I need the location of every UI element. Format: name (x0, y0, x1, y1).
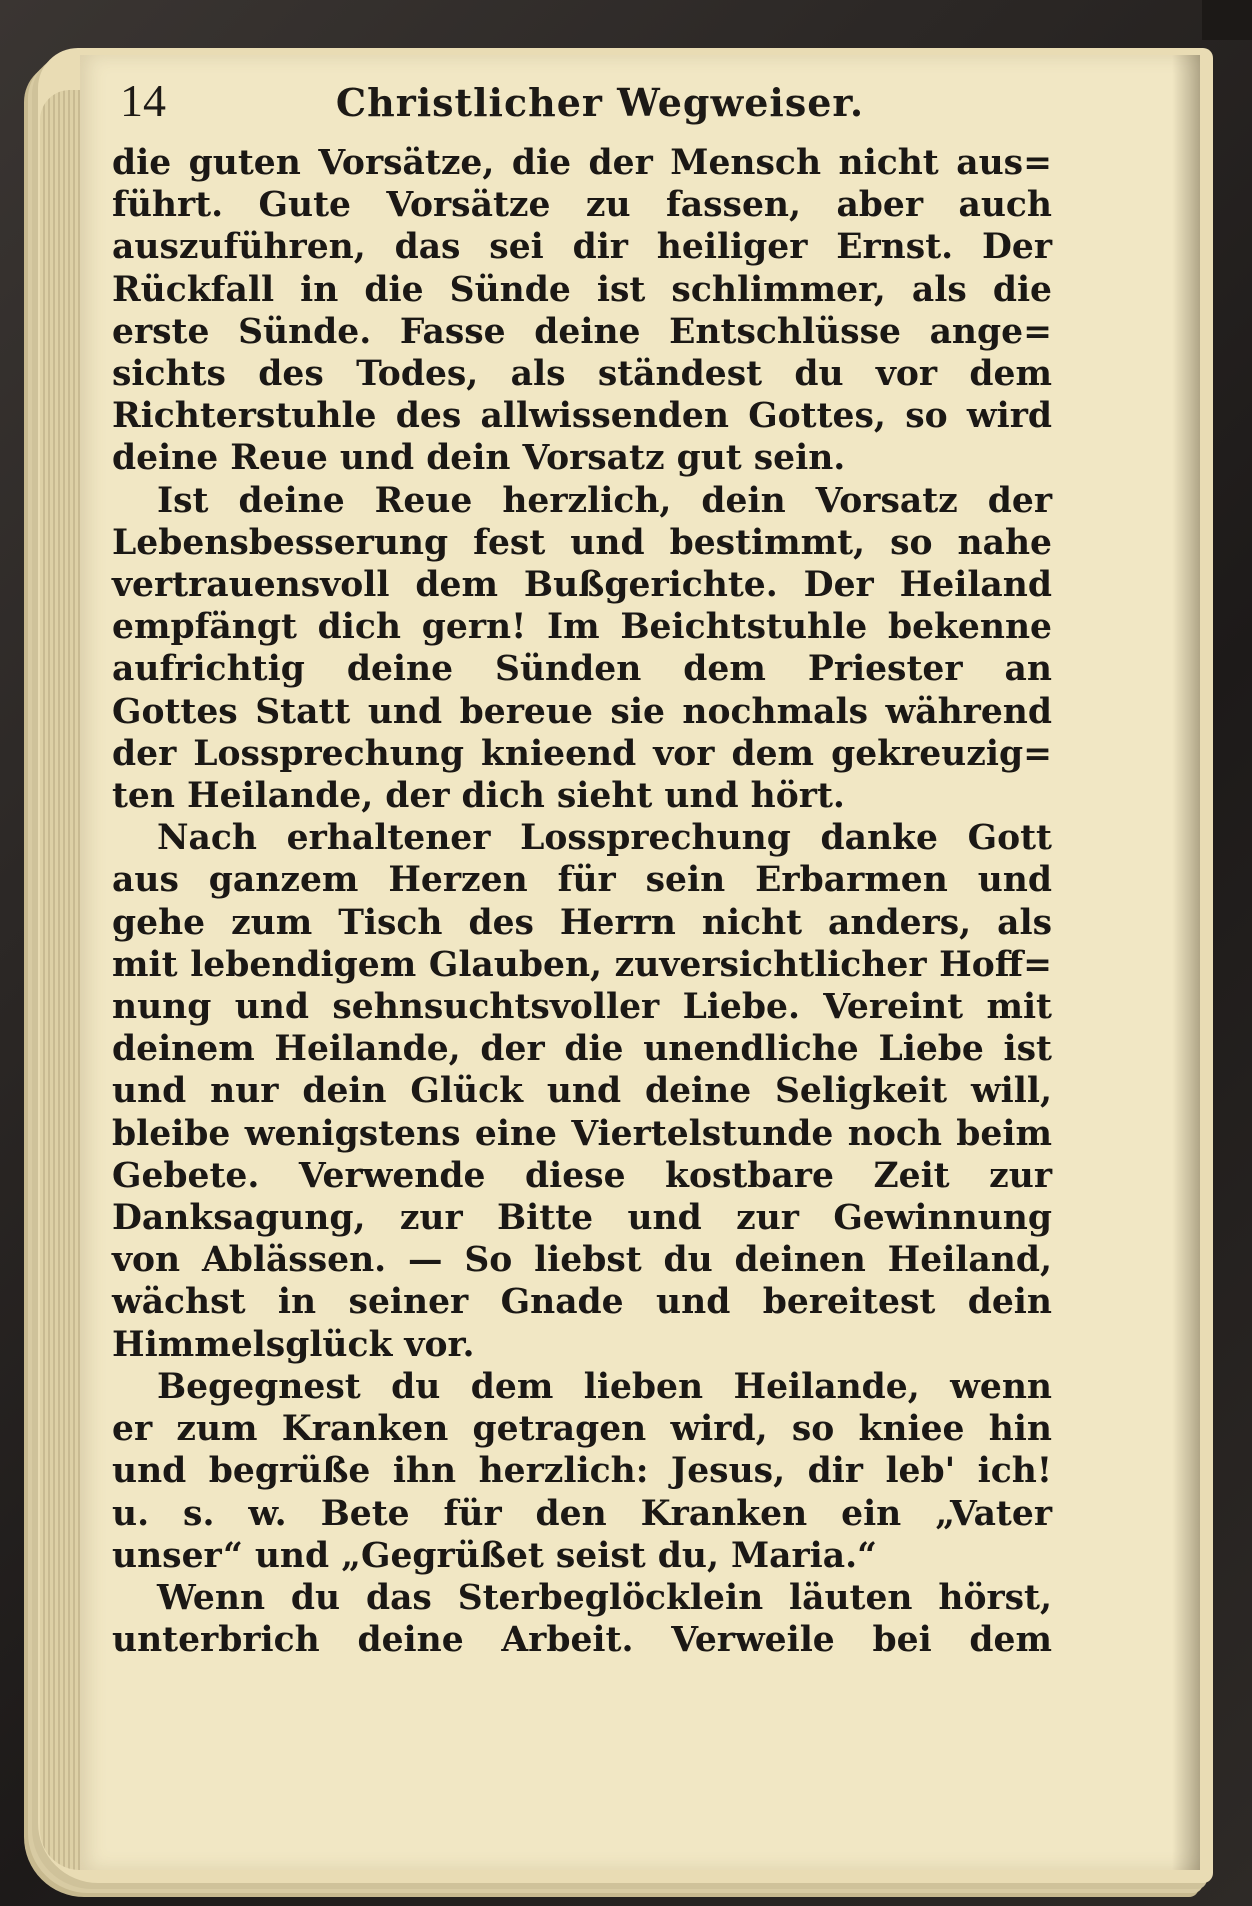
text-line: Gottes Statt und bereue sie nochmals während (112, 691, 1052, 732)
text-line: u. s. w. Bete für den Kranken ein „Vater (112, 1493, 1052, 1534)
text-line: bleibe wenigstens eine Viertelstunde noch beim (112, 1113, 1052, 1154)
text-line: Himmelsglück vor. (112, 1324, 475, 1365)
text-line: führt. Gute Vorsätze zu fassen, aber auch (112, 185, 1052, 226)
text-line: aus ganzem Herzen für sein Erbarmen und (112, 860, 1052, 901)
page-gutter (1172, 55, 1200, 1870)
text-line: unser“ und „Gegrüßet seist du, Maria.“ (112, 1535, 877, 1576)
text-line: die guten Vorsätze, die der Mensch nicht aus= (112, 143, 1052, 183)
text-line: Begegnest du dem lieben Heilande, wenn (157, 1366, 1052, 1407)
text-line: der Lossprechung knieend vor dem gekreuzig= (112, 733, 1052, 774)
text-line: Gebete. Verwende diese kostbare Zeit zur (112, 1155, 1052, 1196)
page-number: 14 (120, 75, 166, 126)
text-line: vertrauensvoll dem Bußgerichte. Der Heiland (112, 565, 1052, 606)
running-title: Christlicher Wegweiser. (335, 80, 865, 125)
text-line: deine Reue und dein Vorsatz gut sein. (112, 438, 846, 479)
text-line: Richterstuhle des allwissenden Gottes, so wird (112, 396, 1052, 437)
text-line: gehe zum Tisch des Herrn nicht anders, als (112, 902, 1052, 943)
text-line: mit lebendigem Glauben, zuversichtlicher Hoff= (112, 944, 1052, 985)
page-header (120, 72, 1080, 142)
text-line: empfängt dich gern! Im Beichtstuhle bekenne (112, 607, 1052, 648)
text-line: Nach erhaltener Lossprechung danke Gott (157, 818, 1052, 859)
text-line: von Ablässen. — So liebst du deinen Heiland, (112, 1240, 1052, 1281)
text-line: er zum Kranken getragen wird, so kniee hin (112, 1409, 1052, 1450)
text-line: Rückfall in die Sünde ist schlimmer, als die (112, 269, 1052, 310)
cover-corner (1202, 0, 1252, 40)
text-line: und begrüße ihn herzlich: Jesus, dir leb' ich! (112, 1451, 1052, 1492)
text-line: erste Sünde. Fasse deine Entschlüsse ange= (112, 311, 1052, 352)
text-line: deinem Heilande, der die unendliche Liebe ist (112, 1029, 1052, 1070)
text-line: wächst in seiner Gnade und bereitest dein (112, 1282, 1052, 1323)
text-line: sichts des Todes, als ständest du vor dem (112, 354, 1052, 395)
text-line: nung und sehnsuchtsvoller Liebe. Vereint mit (112, 987, 1052, 1028)
text-line: und nur dein Glück und deine Seligkeit will, (112, 1071, 1052, 1112)
text-line: unterbrich deine Arbeit. Verweile bei dem (112, 1620, 1052, 1661)
text-line: ten Heilande, der dich sieht und hört. (112, 776, 845, 817)
text-line: Wenn du das Sterbeglöcklein läuten hörst, (157, 1577, 1052, 1618)
text-line: Danksagung, zur Bitte und zur Gewinnung (112, 1198, 1052, 1239)
text-line: Ist deine Reue herzlich, dein Vorsatz der (157, 480, 1052, 521)
body-text (112, 142, 1052, 1661)
text-line: aufrichtig deine Sünden dem Priester an (112, 649, 1052, 690)
text-line: Lebensbesserung fest und bestimmt, so nahe (112, 522, 1052, 563)
text-line: auszuführen, das sei dir heiliger Ernst. Der (112, 227, 1052, 268)
